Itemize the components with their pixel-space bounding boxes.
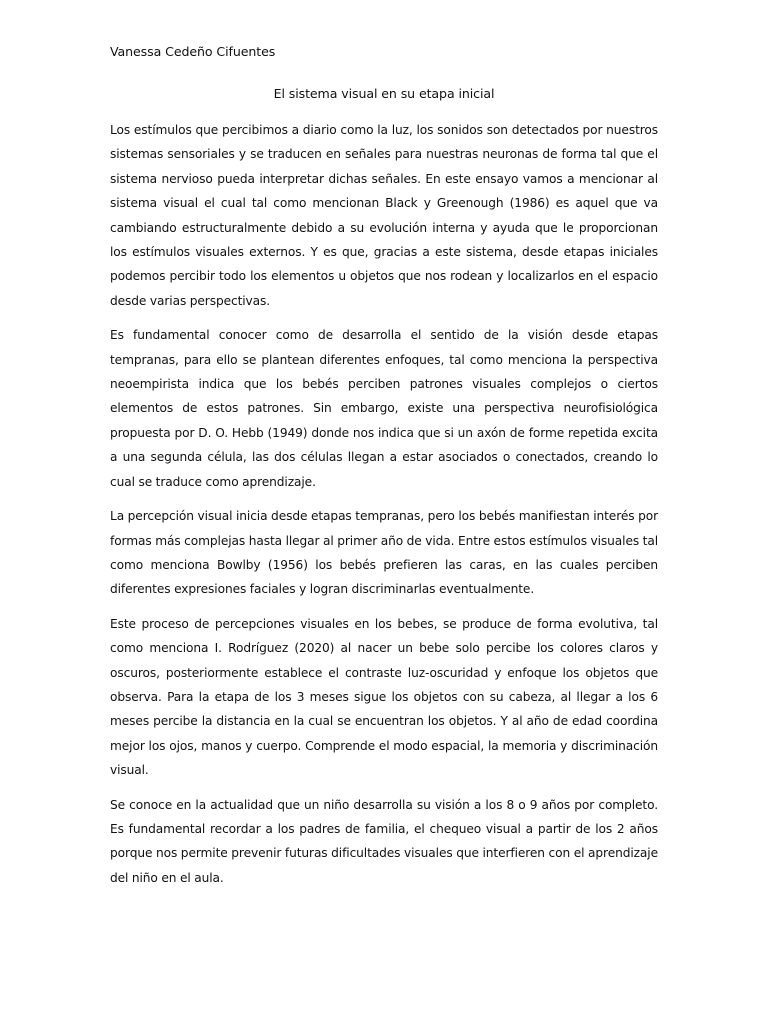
author-name: Vanessa Cedeño Cifuentes bbox=[110, 44, 276, 59]
document-body bbox=[110, 118, 658, 900]
paragraph: Es fundamental conocer como de desarrolla el sentido de la visión desde etapas tempranas, para ello se plantean diferentes enfoques, tal como menciona la perspectiva neoempirista indica que los bebés perciben patrones visuales complejos o ciertos elementos de estos patrones. Sin embargo, existe una perspectiva neurofisiológica propuesta por D. O. Hebb (1949) donde nos indica que si un axón de forme repetida excita a una segunda célula, las dos células llegan a estar asociados o conectados, creando lo cual se traduce como aprendizaje. bbox=[110, 328, 658, 489]
paragraph: Este proceso de percepciones visuales en los bebes, se produce de forma evolutiva, tal como menciona I. Rodríguez (2020) al nacer un bebe solo percibe los colores claros y oscuros, posteriormente establece el contraste luz-oscuridad y enfoque los objetos que observa. Para la etapa de los 3 meses sigue los objetos con su cabeza, al llegar a los 6 meses percibe la distancia en la cual se encuentran los objetos. Y al año de edad coordina mejor los ojos, manos y cuerpo. Comprende el modo espacial, la memoria y discriminación visual. bbox=[110, 616, 658, 778]
paragraph: Los estímulos que percibimos a diario como la luz, los sonidos son detectados por nuestros sistemas sensoriales y se traducen en señales para nuestras neuronas de forma tal que el sistema nervioso pueda interpretar dichas señales. En este ensayo vamos a mencionar al sistema visual el cual tal como mencionan Black y Greenough (1986) es aquel que va cambiando estructuralmente debido a su evolución interna y ayuda que le proporcionan los estímulos visuales externos. Y es que, gracias a este sistema, desde etapas iniciales podemos percibir todo los elementos u objetos que nos rodean y localizarlos en el espacio desde varias perspectivas. bbox=[110, 123, 658, 308]
document-title: El sistema visual en su etapa inicial bbox=[273, 86, 495, 101]
paragraph: Se conoce en la actualidad que un niño desarrolla su visión a los 8 o 9 años por completo. Es fundamental recordar a los padres de familia, el chequeo visual a partir de los 2 años porque nos permite prevenir futuras dificultades visuales que interfieren con el aprendizaje del niño en el aula. bbox=[110, 797, 658, 885]
paragraph: La percepción visual inicia desde etapas tempranas, pero los bebés manifiestan interés por formas más complejas hasta llegar al primer año de vida. Entre estos estímulos visuales tal como menciona Bowlby (1956) los bebés prefieren las caras, en las cuales perciben diferentes expresiones faciales y logran discriminarlas eventualmente. bbox=[110, 509, 659, 597]
